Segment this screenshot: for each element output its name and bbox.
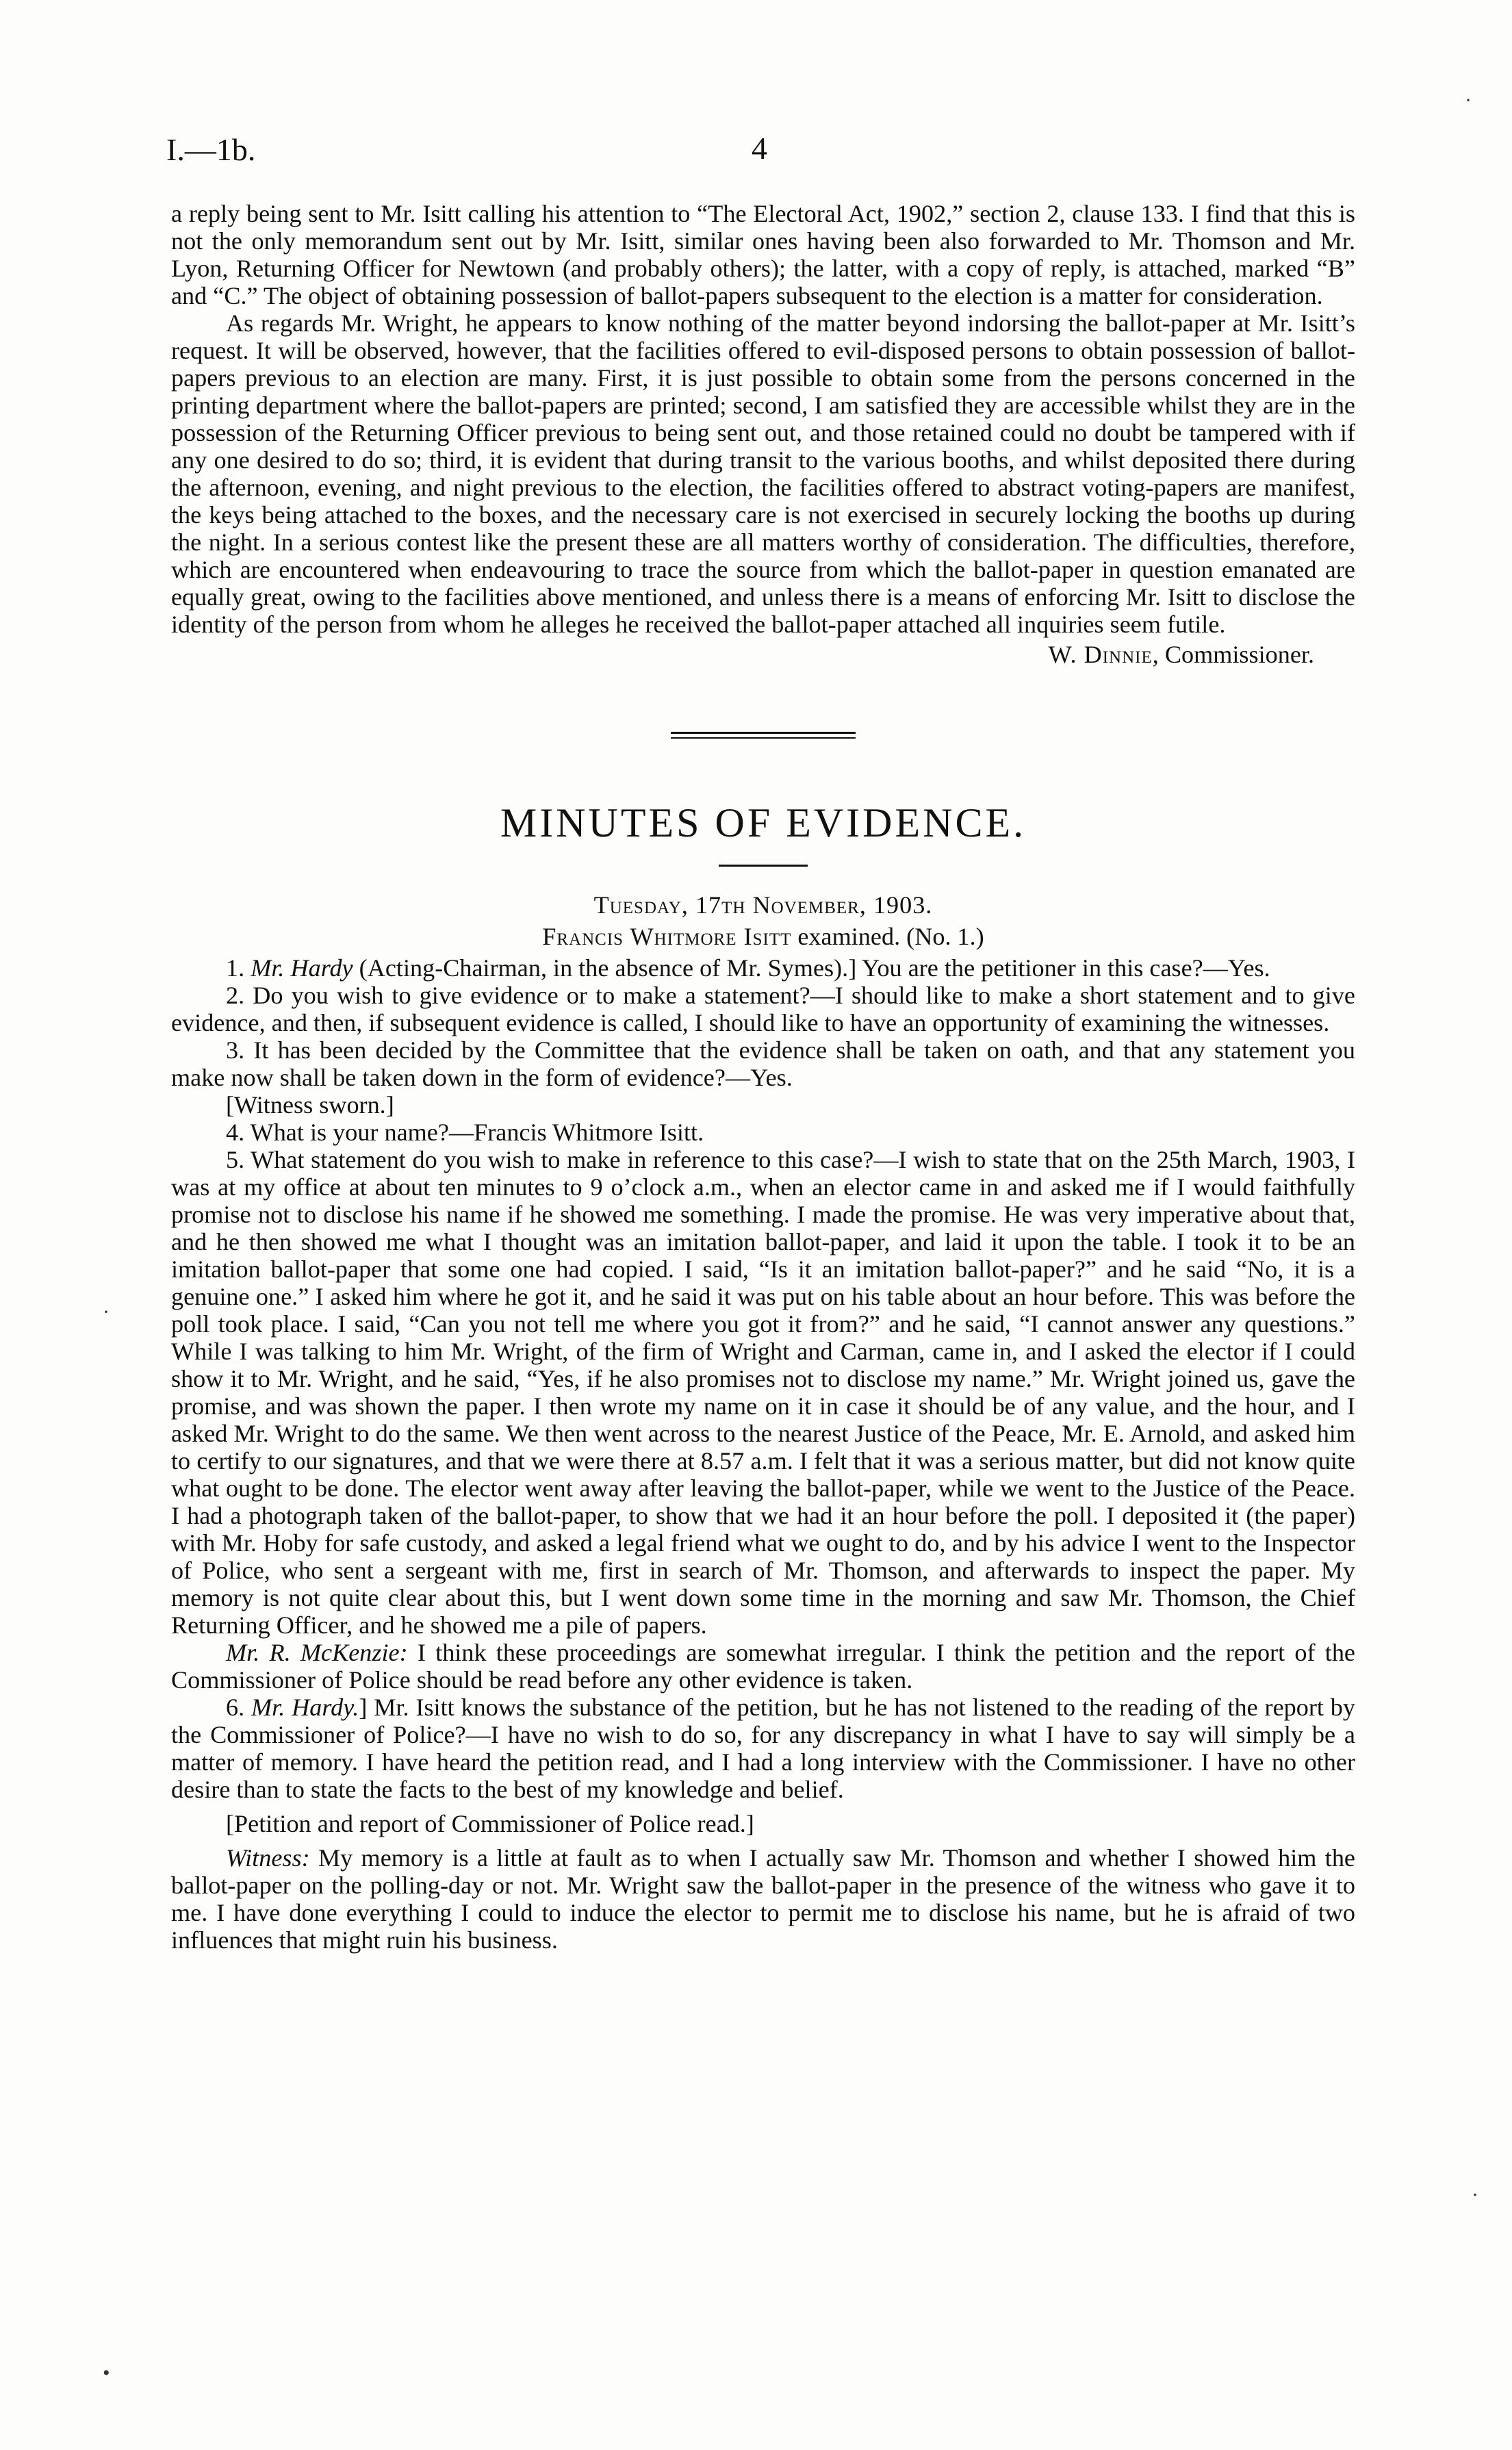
- witness-speaker: Witness:: [226, 1844, 310, 1872]
- report-paragraph-2: As regards Mr. Wright, he appears to know nothing of the matter beyond indorsing the ballot-paper at Mr. Isitt’s request. It will be observed, however, that the facilities offered to evil-disposed persons to obtain possession of ballot-papers previous to an election are many. First, it is just possible to obtain some from the persons concerned in the printing department where the ballot-papers are printed; second, I am satisfied they are accessible whilst they are in the possession of the Returning Officer previous to being sent out, and those retained could no doubt be tampered with if any one desired to do so; third, it is evident that during transit to the various booths, and whilst deposited there during the afternoon, evening, and night previous to the election, the facilities offered to abstract voting-papers are manifest, the keys being attached to the boxes, and the necessary care is not exercised in securely locking the booths up during the night. In a serious contest like the present these are all matters worthy of consideration. The difficulties, therefore, which are encountered when endeavouring to trace the source from which the ballot-paper in question emanated are equally great, owing to the facilities above mentioned, and unless there is a means of enforcing Mr. Isitt to disclose the identity of the person from whom he alleges he received the ballot-paper attached all inquiries seem futile.: [171, 309, 1355, 638]
- mckenzie-remark: [171, 1639, 1355, 1694]
- question-6-number: 6.: [226, 1694, 245, 1721]
- question-1-number: 1.: [226, 954, 245, 982]
- hearing-date: Tuesday, 17th November, 1903.: [593, 891, 933, 919]
- question-6-text: ] Mr. Isitt knows the substance of the petition, but he has not listened to the reading of the report by the Commissioner of Police?—I have no wish to do so, for any discrepancy in what I have to say will simply be a matter of memory. I have heard the petition read, and I had a long interview with the Commissioner. I have no other desire than to state the facts to the best of my knowledge and belief.: [171, 1694, 1355, 1803]
- witness-examined: examined. (No. 1.): [791, 923, 984, 950]
- mckenzie-text: I think these proceedings are somewhat irregular. I think the petition and the report of the Commissioner of Police should be read before any other evidence is taken.: [171, 1639, 1355, 1694]
- question-6: [171, 1694, 1355, 1803]
- commissioner-signature: [171, 641, 1355, 668]
- mckenzie-speaker: Mr. R. McKenzie:: [226, 1639, 408, 1666]
- scan-speck: ·: [1465, 89, 1472, 112]
- witness-statement-text: My memory is a little at fault as to when I actually saw Mr. Thomson and whether I showed him the ballot-paper on the polling-day or not. Mr. Wright saw the ballot-paper in the presence of the witness who gave it to me. I have done everything I could to induce the elector to permit me to disclose his name, but he is afraid of two influences that might ruin his business.: [171, 1844, 1355, 1954]
- scan-speck: ·: [1472, 2184, 1478, 2206]
- question-1-speaker: Mr. Hardy: [251, 954, 353, 982]
- page-content: [171, 200, 1355, 1954]
- signature-title: , Commissioner.: [1152, 641, 1314, 668]
- scan-speck: •: [103, 2362, 110, 2384]
- report-paragraph-1: a reply being sent to Mr. Isitt calling his attention to “The Electoral Act, 1902,” section 2, clause 133. I find that this is not the only memorandum sent out by Mr. Isitt, similar ones having been also forwarded to Mr. Thomson and Mr. Lyon, Returning Officer for Newtown (and probably others); the latter, with a copy of reply, is attached, marked “B” and “C.” The object of obtaining possession of ballot-papers subsequent to the election is a matter for consideration.: [171, 200, 1355, 309]
- scan-speck: ·: [103, 1301, 110, 1323]
- witness-statement: [171, 1844, 1355, 1954]
- question-1-text: (Acting-Chairman, in the absence of Mr. Symes).] You are the petitioner in this case?—Yes.: [353, 954, 1270, 982]
- question-1: [171, 954, 1355, 982]
- title-underline: [719, 865, 808, 867]
- minutes-title: MINUTES OF EVIDENCE.: [500, 800, 1027, 845]
- question-5: 5. What statement do you wish to make in reference to this case?—I wish to state that on the 25th March, 1903, I was at my office at about ten minutes to 9 o’clock a.m., when an elector came in and asked me if I would faithfully promise not to disclose his name if he showed me something. I made the promise. He was very imperative about that, and he then showed me what I thought was an imitation ballot-paper, and laid it upon the table. I took it to be an imitation ballot-paper that some one had copied. I said, “Is it an imitation ballot-paper?” and he said “No, it is a genuine one.” I asked him where he got it, and he said it was put on his table about an hour before. This was before the poll took place. I said, “Can you not tell me where you got it from?” and he said, “I cannot answer any questions.” While I was talking to him Mr. Wright, of the firm of Wright and Carman, came in, and I asked the elector if I could show it to Mr. Wright, and he said, “Yes, if he also promises not to disclose my name.” Mr. Wright joined us, gave the promise, and was shown the paper. I then wrote my name on it in case it should be of any value, and the hour, and I asked Mr. Wright to do the same. We then went across to the nearest Justice of the Peace, Mr. E. Arnold, and asked him to certify to our signatures, and that we were there at 8.57 a.m. I felt that it was a serious matter, but did not know quite what ought to be done. The elector went away after leaving the ballot-paper, while we went to the Justice of the Peace. I had a photograph taken of the ballot-paper, to show that we had it an hour before the poll. I deposited it (the paper) with Mr. Hoby for safe custody, and asked a legal friend what we ought to do, and by his advice I went to the Inspector of Police, who sent a sergeant with me, first in search of Mr. Thomson, and afterwards to inspect the paper. My memory is not quite clear about this, but I went down some time in the morning and saw Mr. Thomson, the Chief Returning Officer, and he showed me a pile of papers.: [171, 1146, 1355, 1639]
- petition-read-note: [Petition and report of Commissioner of Police read.]: [226, 1810, 754, 1837]
- question-2: 2. Do you wish to give evidence or to make a statement?—I should like to make a short statement and to give evidence, and then, if subsequent evidence is called, I should like to have an opportunity of examining the witnesses.: [171, 982, 1355, 1036]
- question-4: 4. What is your name?—Francis Whitmore Isitt.: [226, 1119, 704, 1146]
- signature-name: W. Dinnie: [1048, 641, 1153, 668]
- question-3: 3. It has been decided by the Committee that the evidence shall be taken on oath, and that any statement you make now shall be taken down in the form of evidence?—Yes.: [171, 1036, 1355, 1091]
- witness-sworn-note: [Witness sworn.]: [226, 1091, 394, 1119]
- document-reference: I.—1b.: [166, 132, 256, 167]
- witness-heading: [171, 923, 1355, 950]
- page-number: 4: [752, 131, 767, 166]
- section-divider: [671, 732, 856, 734]
- section-divider-secondary: [671, 737, 856, 739]
- question-6-speaker: Mr. Hardy.: [251, 1694, 359, 1721]
- witness-name: Francis Whitmore Isitt: [542, 923, 792, 950]
